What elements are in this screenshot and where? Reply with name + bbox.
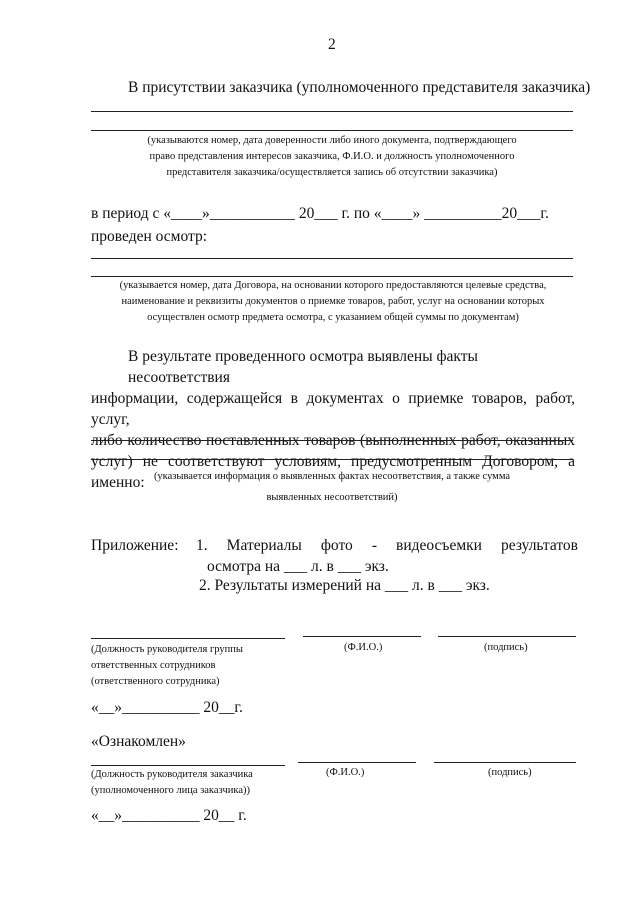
period-note-line: осуществлен осмотр предмета осмотра, с указанием общей суммы по документам) bbox=[147, 312, 519, 323]
result-line: информации, содержащейся в документах о приемке товаров, работ, услуг, bbox=[91, 390, 575, 428]
sign1-fio-caption: (Ф.И.О.) bbox=[344, 642, 383, 653]
sign1-fio-line[interactable] bbox=[303, 636, 421, 637]
result-line: услуг) не соответствуют условиям, предусмотренным Договором, а именно: bbox=[91, 453, 575, 491]
result-line: В результате проведенного осмотра выявлены факты несоответствия bbox=[128, 348, 478, 386]
acknowledged-label: «Ознакомлен» bbox=[91, 733, 186, 750]
appendix-item-1: 1. Материалы фото - видеосъемки результатов bbox=[196, 537, 578, 554]
result-note bbox=[91, 466, 573, 508]
presence-note-line: право представления интересов заказчика, Ф.И.О. и должность уполномоченного bbox=[149, 151, 515, 162]
sign2-date: «__»__________ 20__ г. bbox=[91, 807, 247, 824]
period-blank-line-1[interactable] bbox=[91, 258, 573, 259]
presence-note-line: (указываются номер, дата доверенности либо иного документа, подтверждающего bbox=[147, 135, 517, 146]
sign2-signature-caption: (подпись) bbox=[488, 767, 532, 778]
result-note-line: выявленных несоответствий) bbox=[266, 492, 398, 503]
sign1-signature-caption: (подпись) bbox=[484, 642, 528, 653]
period-note-line: наименование и реквизиты документов о приемке товаров, работ, услуг на основании которых bbox=[121, 296, 545, 307]
inspection-label: проведен осмотр: bbox=[91, 228, 208, 245]
period-blank-line-2[interactable] bbox=[91, 276, 573, 277]
sign1-position-line-text: (ответственного сотрудника) bbox=[91, 676, 220, 687]
appendix-item-2: 2. Результаты измерений на ___ л. в ___ экз. bbox=[199, 577, 490, 594]
period-note-line: (указывается номер, дата Договора, на основании которого предоставляются целевые средства, bbox=[119, 280, 547, 291]
period-note bbox=[88, 278, 578, 326]
sign2-position-line[interactable] bbox=[91, 765, 285, 766]
result-blank-line-2[interactable] bbox=[91, 459, 573, 460]
page-number: 2 bbox=[328, 36, 336, 53]
appendix-label: Приложение: bbox=[91, 537, 179, 554]
sign2-signature-line[interactable] bbox=[434, 762, 576, 763]
result-note-line: (указывается информация о выявленных фактах несоответствия, а также сумма bbox=[153, 471, 511, 482]
presence-blank-line-2[interactable] bbox=[91, 130, 573, 131]
sign2-position-line-text: (уполномоченного лица заказчика)) bbox=[91, 785, 250, 796]
presence-note bbox=[91, 133, 573, 181]
sign2-position-caption bbox=[91, 767, 253, 799]
presence-note-line: представителя заказчика/осуществляется запись об отсутствии заказчика) bbox=[166, 167, 498, 178]
sign1-position-line-text: (Должность руководителя группы bbox=[91, 644, 243, 655]
result-line: либо количество поставленных товаров (выполненных работ, оказанных bbox=[91, 432, 575, 449]
sign2-fio-caption: (Ф.И.О.) bbox=[326, 767, 365, 778]
sign1-date: «__»__________ 20__г. bbox=[91, 699, 243, 716]
sign2-fio-line[interactable] bbox=[298, 762, 416, 763]
result-blank-line-1[interactable] bbox=[91, 440, 573, 441]
sign1-position-line[interactable] bbox=[91, 638, 285, 639]
presence-heading: В присутствии заказчика (уполномоченного представителя заказчика) bbox=[128, 79, 591, 96]
sign1-position-caption bbox=[91, 642, 243, 690]
presence-blank-line-1[interactable] bbox=[91, 111, 573, 112]
sign2-position-line-text: (Должность руководителя заказчика bbox=[91, 769, 253, 780]
sign1-signature-line[interactable] bbox=[438, 636, 576, 637]
sign1-position-line-text: ответственных сотрудников bbox=[91, 660, 216, 671]
appendix-item-1-cont: осмотра на ___ л. в ___ экз. bbox=[207, 558, 389, 575]
period-line: в период с «____»___________ 20___ г. по «____» __________20___г. bbox=[91, 205, 549, 222]
